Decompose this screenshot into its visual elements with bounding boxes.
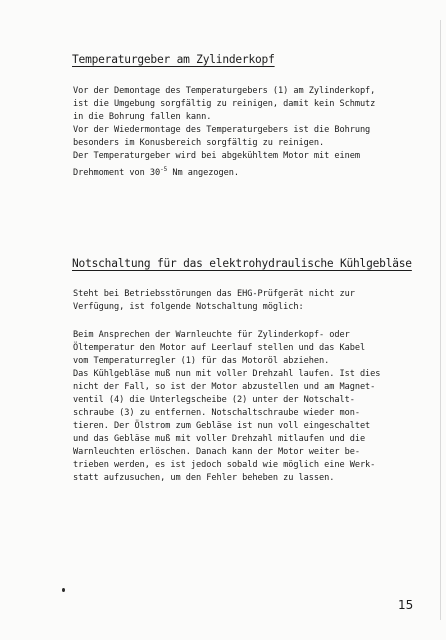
scan-speck: [62, 588, 65, 592]
torque-line: [73, 167, 239, 178]
section-heading-temperaturgeber: Temperaturgeber am Zylinderkopf: [72, 53, 275, 66]
paragraph-line: ist die Umgebung sorgfältig zu reinigen, damit kein Schmutz: [73, 99, 376, 109]
paragraph-line: vom Temperaturregler (1) für das Motoröl abziehen.: [73, 356, 330, 366]
paragraph-line: Steht bei Betriebsstörungen das EHG-Prüfgerät nicht zur: [73, 289, 355, 299]
paragraph-line: besonders im Konusbereich sorgfältig zu reinigen.: [73, 138, 325, 148]
paragraph-line: nicht der Fall, so ist der Motor abzustellen und am Magnet-: [73, 382, 376, 392]
paragraph-line: Vor der Demontage des Temperaturgebers (1) am Zylinderkopf,: [73, 86, 376, 96]
page-number: 15: [398, 598, 414, 612]
paragraph-line: Beim Ansprechen der Warnleuchte für Zylinderkopf- oder: [73, 330, 350, 340]
section-heading-notschaltung: Notschaltung für das elektrohydraulische Kühlgebläse: [72, 257, 412, 270]
paragraph-line: Das Kühlgebläse muß nun mit voller Drehzahl laufen. Ist dies: [73, 369, 381, 379]
torque-tolerance: -5: [160, 166, 168, 173]
paragraph-line: Der Temperaturgeber wird bei abgekühltem Motor mit einem: [73, 151, 360, 161]
paragraph-line: Warnleuchten erlöschen. Danach kann der Motor weiter be-: [73, 447, 360, 457]
paragraph-line: in die Bohrung fallen kann.: [73, 112, 212, 122]
torque-prefix: Drehmoment von 30: [73, 168, 161, 178]
paragraph-line: Verfügung, ist folgende Notschaltung möglich:: [73, 302, 304, 312]
paragraph-line: schraube (3) zu entfernen. Notschaltschraube wieder mon-: [73, 408, 360, 418]
paragraph-line: tieren. Der Ölstrom zum Gebläse ist nun voll eingeschaltet: [73, 421, 371, 431]
paragraph-line: statt aufzusuchen, um den Fehler beheben zu lassen.: [73, 473, 335, 483]
paragraph-line: Vor der Wiedermontage des Temperaturgebers ist die Bohrung: [73, 125, 371, 135]
paragraph-line: und das Gebläse muß mit voller Drehzahl mitlaufen und die: [73, 434, 366, 444]
torque-suffix: Nm angezogen.: [167, 168, 239, 178]
scan-edge-mark: [440, 20, 441, 620]
paragraph-line: trieben werden, es ist jedoch sobald wie möglich eine Werk-: [73, 460, 376, 470]
paragraph-line: ventil (4) die Unterlegscheibe (2) unter der Notschalt-: [73, 395, 355, 405]
paragraph-line: Öltemperatur den Motor auf Leerlauf stellen und das Kabel: [73, 343, 366, 353]
